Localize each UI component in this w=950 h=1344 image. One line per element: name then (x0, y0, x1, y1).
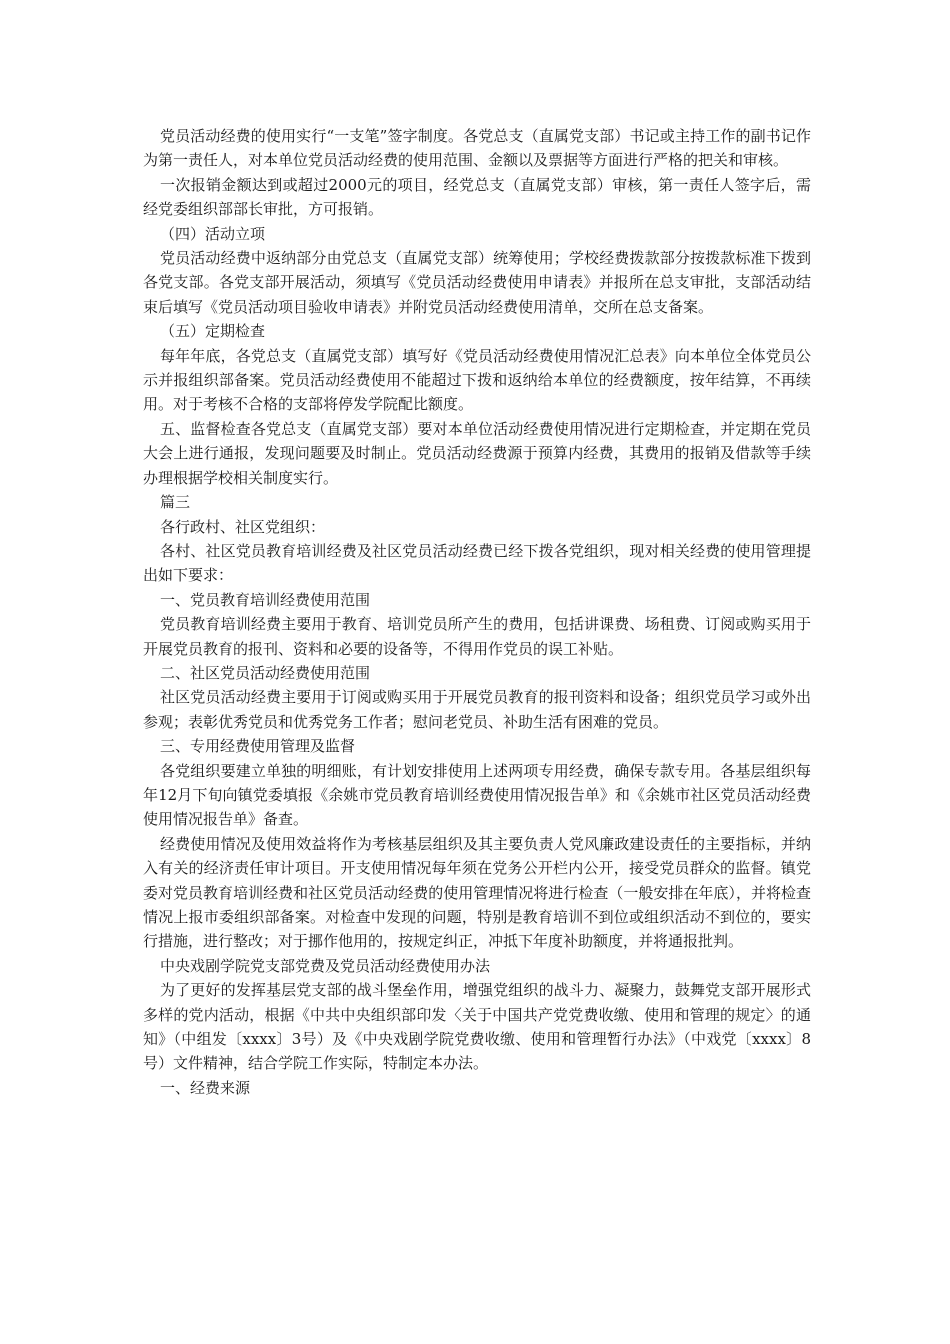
heading-part-three: 篇三 (160, 493, 191, 512)
document-body (143, 124, 811, 1100)
paragraph-training-fund-scope: 党员教育培训经费主要用于教育、培训党员所产生的费用，包括讲课费、场租费、订阅或购买用于开展党员教育的报刊、资料和必要的设备等，不得用作党员的误工补贴。 (143, 615, 811, 658)
paragraph-fund-usage-evaluation: 经费使用情况及使用效益将作为考核基层组织及其主要负责人党风廉政建设责任的主要指标，并纳入有关的经济责任审计项目。开支使用情况每年须在党务公开栏内公开，接受党员群众的监督。镇党委对党员教育培训经费和社区党员活动经费的使用管理情况将进行检查（一般安排在年底），并将检查情况上报市委组织部备案。对检查中发现的问题，特别是教育培训不到位或组织活动不到位的，要实行措施，进行整改；对于挪作他用的，按规定纠正，冲抵下年度补助额度，并将通报批判。 (143, 834, 811, 951)
paragraph-sign-system: 党员活动经费的使用实行“一支笔”签字制度。各党总支（直属党支部）书记或主持工作的副书记作为第一责任人，对本单位党员活动经费的使用范围、金额以及票据等方面进行严格的把关和审核。 (143, 127, 811, 170)
paragraph-community-fund-scope: 社区党员活动经费主要用于订阅或购买用于开展党员教育的报刊资料和设备；组织党员学习或外出参观；表彰优秀党员和优秀党务工作者；慰问老党员、补助生活有困难的党员。 (143, 688, 811, 731)
paragraph-intro-requirements: 各村、社区党员教育培训经费及社区党员活动经费已经下拨各党组织，现对相关经费的使用管理提出如下要求： (143, 541, 811, 585)
paragraph-purpose: 为了更好的发挥基层党支部的战斗堡垒作用，增强党组织的战斗力、凝聚力，鼓舞党支部开展形式多样的党内活动，根据《中共中央组织部印发〈关于中国共产党党费收缴、使用和管理的规定〉的通知》（中组发〔xxxx〕3号）及《中央戏剧学院党费收缴、使用和管理暂行办法》（中戏党〔xxxx〕8号）文件精神，结合学院工作实际，特制定本办法。 (143, 981, 811, 1073)
heading-community-fund-scope: 二、社区党员活动经费使用范围 (160, 663, 371, 682)
heading-periodic-inspection: （五）定期检查 (160, 322, 266, 341)
paragraph-periodic-inspection: 每年年底，各党总支（直属党支部）填写好《党员活动经费使用情况汇总表》向本单位全体党员公示并报组织部备案。党员活动经费使用不能超过下拨和返纳给本单位的经费额度，按年结算，不再续用。对于考核不合格的支部将停发学院配比额度。 (143, 346, 811, 414)
salutation: 各行政村、社区党组织： (160, 517, 326, 536)
heading-training-fund-scope: 一、党员教育培训经费使用范围 (160, 590, 371, 609)
doc-title-central-drama-academy: 中央戏剧学院党支部党费及党员活动经费使用办法 (160, 956, 491, 975)
paragraph-activity-approval: 党员活动经费中返纳部分由党总支（直属党支部）统筹使用；学校经费拨款部分按拨款标准下拨到各党支部。各党支部开展活动，须填写《党员活动经费使用申请表》并报所在总支审批，支部活动结束后填写《党员活动项目验收申请表》并附党员活动经费使用清单，交所在总支备案。 (143, 249, 811, 316)
heading-fund-source: 一、经费来源 (160, 1078, 251, 1097)
paragraph-supervision: 五、监督检查各党总支（直属党支部）要对本单位活动经费使用情况进行定期检查，并定期在党员大会上进行通报，发现问题要及时制止。党员活动经费源于预算内经费，其费用的报销及借款等手续办理根据学校相关制度实行。 (143, 419, 811, 487)
heading-fund-management: 三、专用经费使用管理及监督 (160, 737, 356, 756)
paragraph-fund-ledger: 各党组织要建立单独的明细账，有计划安排使用上述两项专用经费，确保专款专用。各基层组织每年12月下旬向镇党委填报《余姚市党员教育培训经费使用情况报告单》和《余姚市社区党员活动经费使用情况报告单》备查。 (143, 761, 811, 829)
paragraph-reimbursement-limit: 一次报销金额达到或超过2000元的项目，经党总支（直属党支部）审核，第一责任人签字后，需经党委组织部部长审批，方可报销。 (143, 175, 811, 219)
heading-activity-approval: （四）活动立项 (160, 224, 266, 243)
